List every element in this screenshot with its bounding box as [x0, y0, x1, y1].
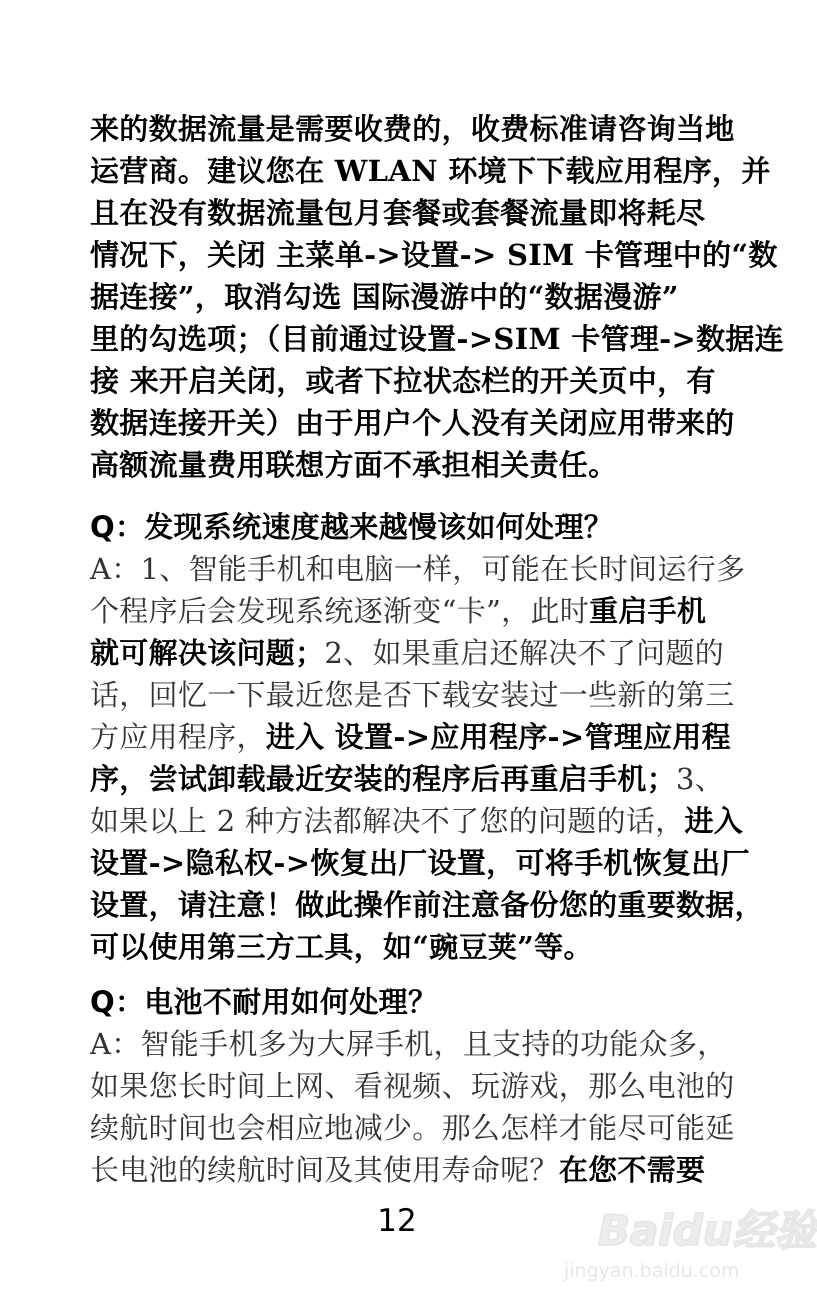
answer-line	[90, 800, 744, 842]
text-segment: 如果您长时间上网、看视频、玩游戏，那么电池的	[90, 1069, 735, 1103]
answer-line	[90, 1149, 710, 1191]
intro-line: 里的勾选项；（目前通过设置->SIM 卡管理->数据连	[90, 322, 784, 356]
intro-line: 数据连接开关）由于用户个人没有关闭应用带来的	[90, 406, 735, 440]
answer-line	[90, 1023, 727, 1065]
answer-line	[90, 758, 725, 800]
answer-line	[90, 1107, 735, 1149]
page-number: 12	[377, 1203, 417, 1239]
text-segment: 3、	[676, 762, 725, 796]
text-segment: 长电池的续航时间及其使用寿命呢？	[90, 1153, 559, 1187]
bold-text-segment: 进入 设置->应用程序->管理应用程	[265, 720, 731, 754]
text-segment: A：智能手机多为大屏手机，且支持的功能众多，	[90, 1027, 727, 1061]
intro-line: 且在没有数据流量包月套餐或套餐流量即将耗尽	[90, 196, 706, 230]
answer-line	[90, 674, 735, 716]
text-segment: 2、如果重启还解决不了问题的	[324, 636, 725, 670]
faq-slow-system	[90, 506, 764, 968]
question-heading: Q：电池不耐用如何处理？	[90, 985, 438, 1019]
answer-line	[90, 590, 710, 632]
answer-line	[90, 842, 750, 884]
intro-line: 运营商。建议您在 WLAN 环境下下载应用程序，并	[90, 154, 771, 188]
baidu-jingyan-watermark	[560, 1196, 817, 1296]
bold-text-segment: 序，尝试卸载最近安装的程序后再重启手机；	[90, 762, 677, 796]
bold-text-segment: 在您不需要	[558, 1153, 706, 1187]
question-heading: Q：发现系统速度越来越慢该如何处理？	[90, 510, 614, 544]
intro-line: 情况下，关闭 主菜单->设置-> SIM 卡管理中的“数	[90, 238, 778, 272]
answer-line	[90, 1065, 735, 1107]
answer-body	[90, 1023, 735, 1191]
text-segment: 个程序后会发现系统逐渐变“卡”，此时	[90, 594, 590, 628]
text-segment: 方应用程序，	[90, 720, 266, 754]
intro-line: 来的数据流量是需要收费的，收费标准请咨询当地	[90, 112, 735, 146]
bold-text-segment: 进入	[684, 804, 744, 838]
bold-text-segment: 就可解决该问题；	[90, 636, 325, 670]
text-segment: 如果以上 2 种方法都解决不了您的问题的话，	[90, 804, 685, 838]
bold-text-segment: 设置->隐私权->恢复出厂设置，可将手机恢复出厂	[90, 846, 750, 880]
answer-line	[90, 926, 710, 968]
intro-line: 接 来开启关闭，或者下拉状态栏的开关页中，有	[90, 364, 716, 398]
watermark-url: jingyan.baidu.com	[564, 1260, 740, 1282]
intro-line: 据连接”，取消勾选 国际漫游中的“数据漫游”	[90, 280, 679, 314]
text-segment: A：1、智能手机和电脑一样，可能在长时间运行多	[90, 552, 746, 586]
watermark-logo-text: Baidu经验	[598, 1206, 817, 1255]
answer-line	[90, 884, 764, 926]
answer-line	[90, 632, 725, 674]
bold-text-segment: 设置，请注意！做此操作前注意备份您的重要数据，	[90, 888, 764, 922]
bold-text-segment: 重启手机	[589, 594, 707, 628]
text-segment: 续航时间也会相应地减少。那么怎样才能尽可能延	[90, 1111, 735, 1145]
intro-paragraph	[90, 108, 784, 486]
answer-body	[90, 548, 764, 968]
answer-line	[90, 548, 746, 590]
text-segment: 话，回忆一下最近您是否下载安装过一些新的第三	[90, 678, 735, 712]
bold-text-segment: 可以使用第三方工具，如“豌豆荚”等。	[90, 930, 593, 964]
intro-line: 高额流量费用联想方面不承担相关责任。	[90, 448, 618, 482]
answer-line	[90, 716, 731, 758]
faq-battery	[90, 981, 735, 1191]
